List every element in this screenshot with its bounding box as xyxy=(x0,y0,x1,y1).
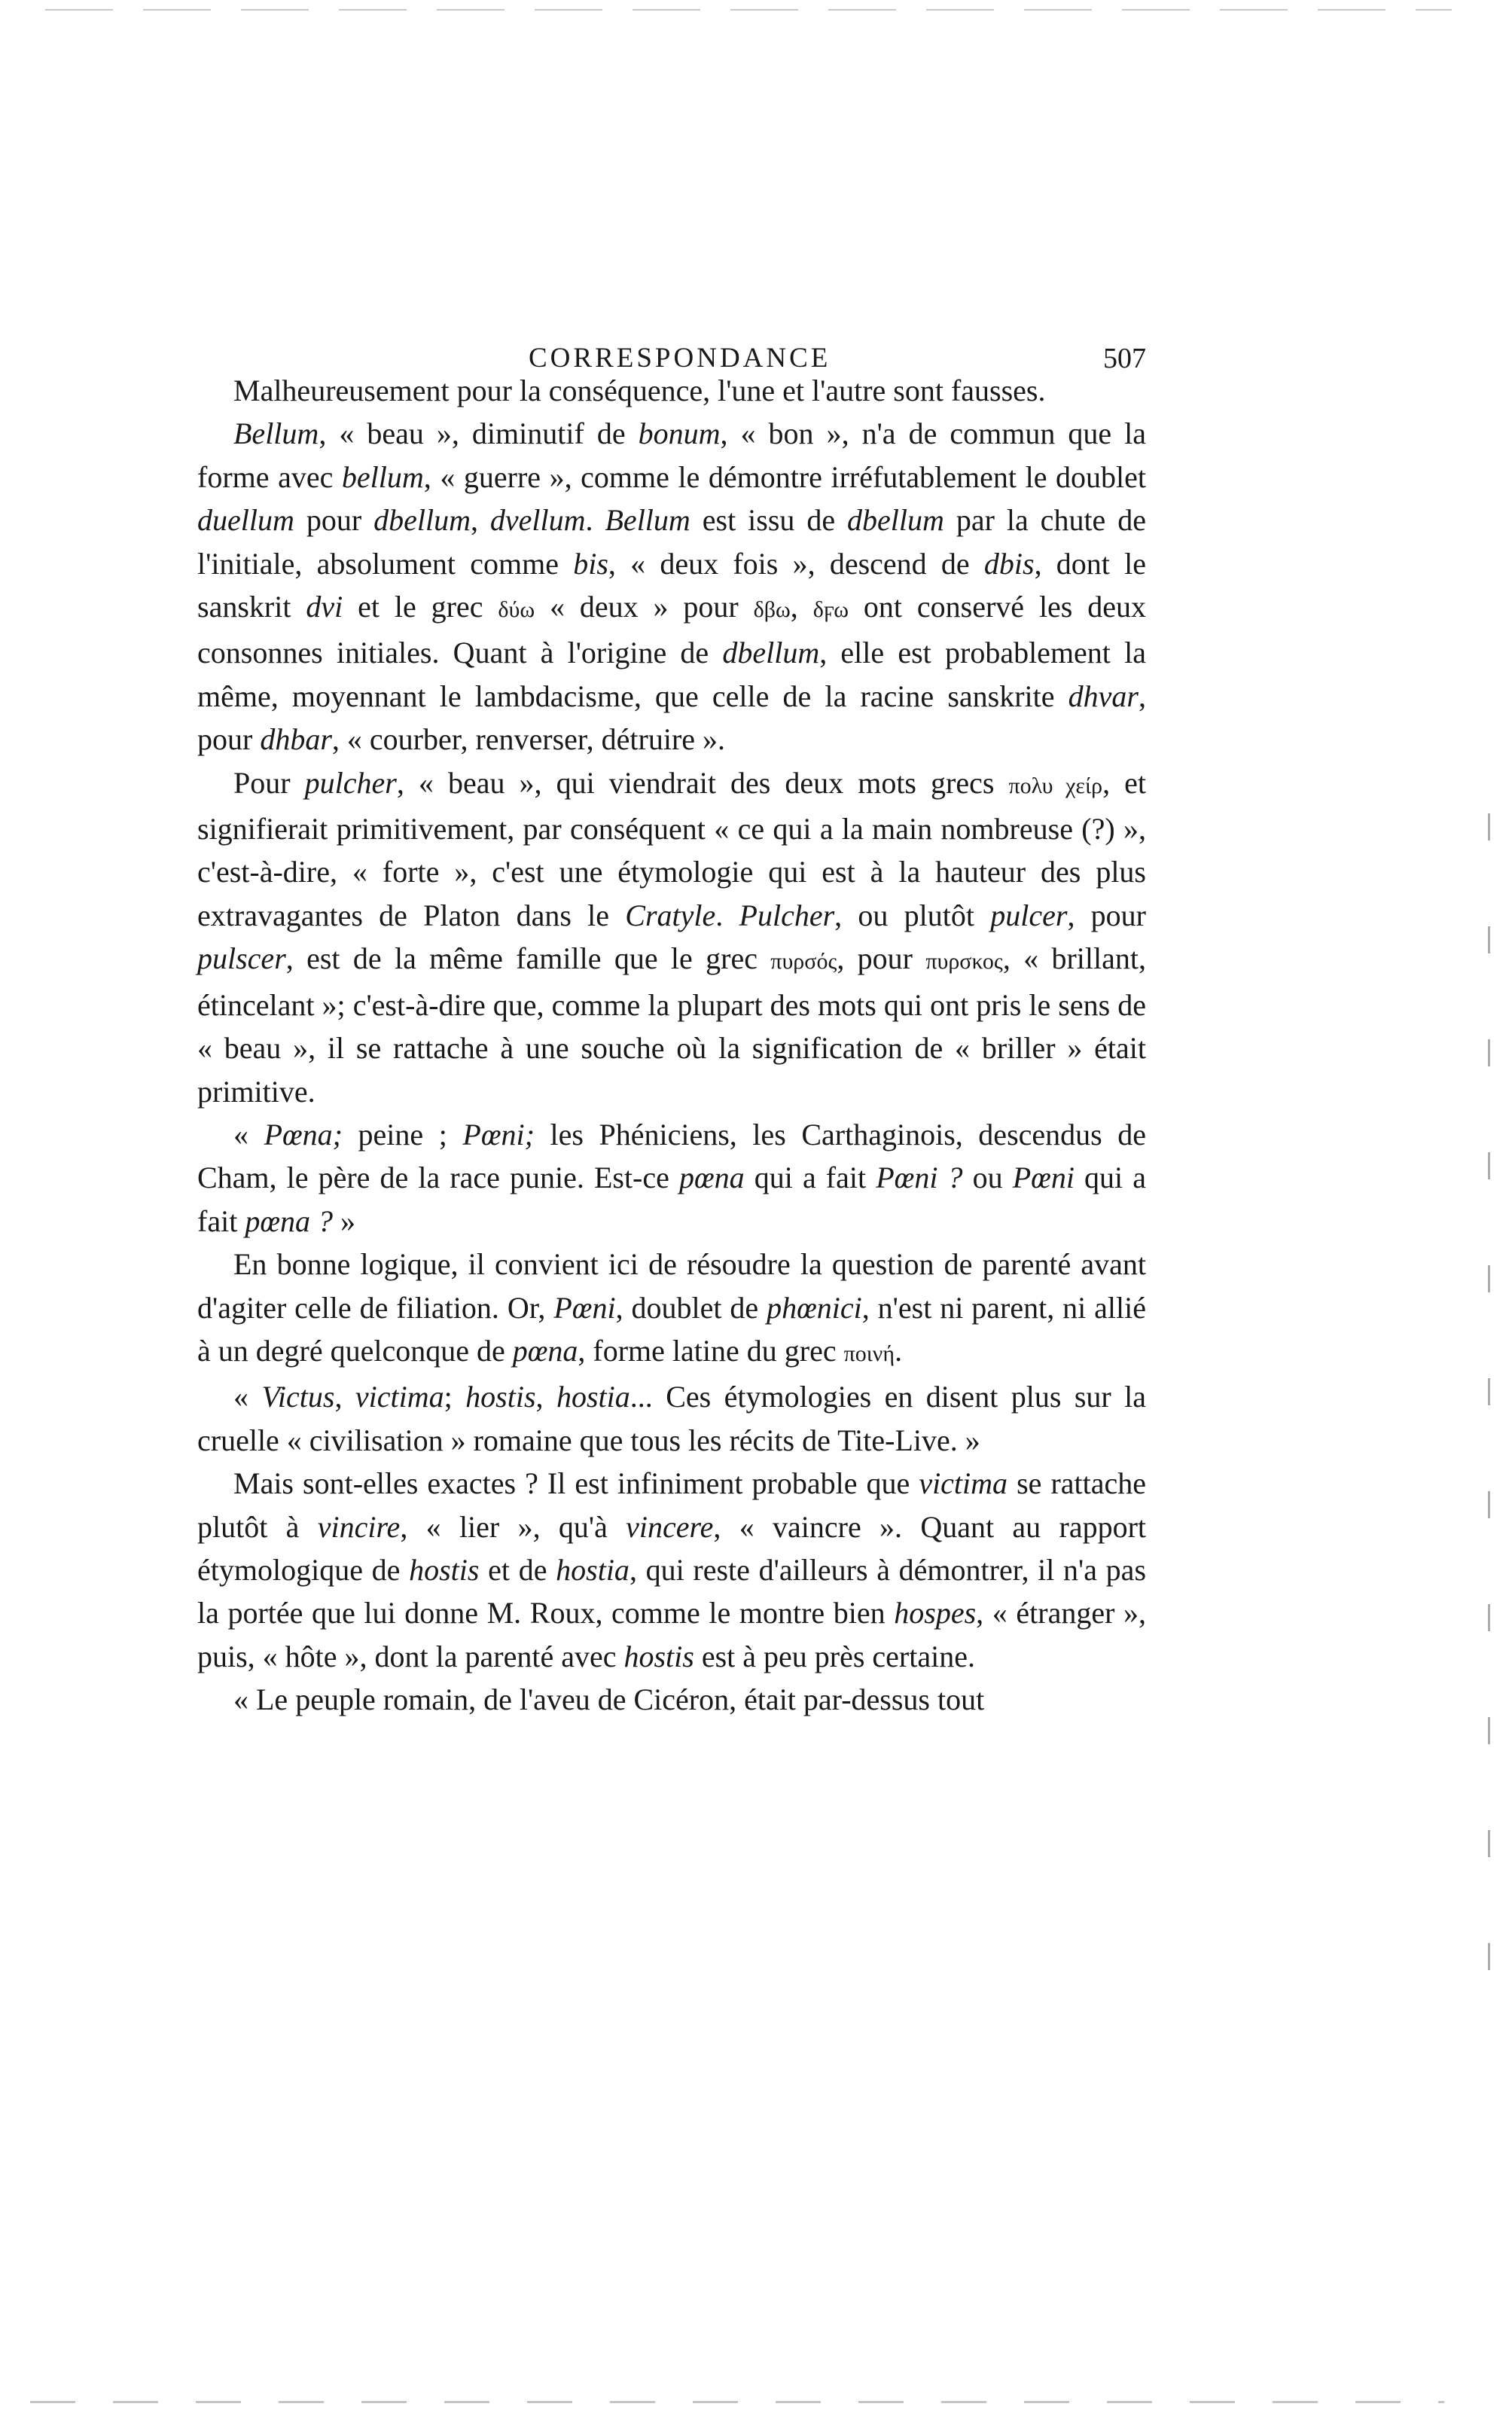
paragraph-8: « Le peuple romain, de l'aveu de Cicéron, était par-dessus tout xyxy=(233,1682,985,1717)
paragraph-2: Bellum, « beau », diminutif de bonum, « bon », n'a de commun que la forme avec bellum, « guerre », comme le démontre irréfutablement le doublet duellum pour dbellum, dvellum. Bellum est issu de dbellum par la chute de l'initiale, absolument comme bis, « deux fois », descend de dbis, dont le sanskrit dvi et le grec δύω « deux » pour δβω, δϝω ont conservé les deux consonnes initiales. Quant à l'origine de dbellum, elle est probablement la même, moyennant le lambdacisme, que celle de la racine sanskrite dhvar, pour dhbar, « courber, renverser, détruire ». xyxy=(197,416,1147,757)
paragraph-3: Pour pulcher, « beau », qui viendrait des deux mots grecs πολυ χείρ, et signifierait primitivement, par conséquent « ce qui a la main nombreuse (?) », c'est-à-dire, « forte », c'est une étymologie qui est à la hauteur des plus extravagantes de Platon dans le Cratyle. Pulcher, ou plutôt pulcer, pour pulscer, est de la même famille que le grec πυρσός, pour πυρσκος, « brillant, étincelant »; c'est-à-dire que, comme la plupart des mots qui ont pris le sens de « beau », il se rattache à une souche où la signification de « briller » était primitive. xyxy=(197,765,1147,1109)
running-title: CORRESPONDANCE xyxy=(529,343,831,374)
scan-edge-top xyxy=(45,9,1452,11)
page-header xyxy=(197,324,1146,374)
page xyxy=(197,324,1146,1722)
paragraph-5: En bonne logique, il convient ici de résoudre la question de parenté avant d'agiter celle de filiation. Or, Pœni, doublet de phœnici, n'est ni parent, ni allié à un degré quelconque de pœna, forme latine du grec ποινή. xyxy=(197,1247,1147,1368)
page-number: 507 xyxy=(1103,343,1146,374)
scan-edge-bottom xyxy=(30,2401,1444,2403)
paragraph-6: « Victus, victima; hostis, hostia... Ces étymologies en disent plus sur la cruelle « civilisation » romaine que tous les récits de Tite-Live. » xyxy=(197,1380,1147,1457)
paragraph-7: Mais sont-elles exactes ? Il est infiniment probable que victima se rattache plutôt à vincire, « lier », qu'à vincere, « vaincre ». Quant au rapport étymologique de hostis et de hostia, qui reste d'ailleurs à démontrer, il n'a pas la portée que lui donne M. Roux, comme le montre bien hospes, « étranger », puis, « hôte », dont la parenté avec hostis est à peu près certaine. xyxy=(197,1466,1147,1673)
paragraph-4: « Pœna; peine ; Pœni; les Phéniciens, les Carthaginois, descendus de Cham, le père de la race punie. Est-ce pœna qui a fait Pœni ? ou Pœni qui a fait pœna ? » xyxy=(197,1117,1147,1238)
paragraph-1: Malheureusement pour la conséquence, l'une et l'autre sont fausses. xyxy=(233,374,1046,407)
scan-margin-marks xyxy=(1488,813,1490,2033)
body-text xyxy=(197,369,1146,1722)
